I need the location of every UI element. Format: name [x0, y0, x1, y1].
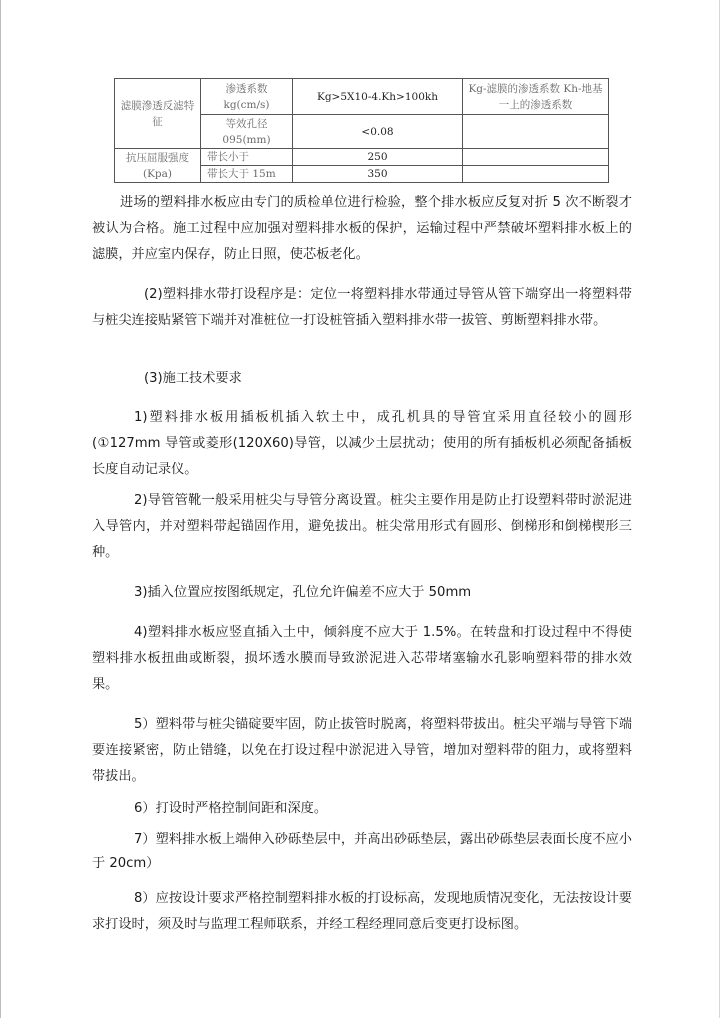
spec-table [114, 78, 609, 183]
table-cell-group-filter: 滤膜滲透反滤特征 [115, 79, 201, 149]
list-item-7: 7）塑料排水板上端伸入砂砾垫层中，并高出砂砾垫层，露出砂砾垫层表面长度不应小于 20cm） [92, 832, 632, 871]
page-edge-left [0, 0, 1, 1018]
list-item-4: 4)塑料排水板应竖直插入土中，倾斜度不应大于 1.5%。在转盘和打设过程中不得使塑料排水板扭曲或断裂，损坏透水膜而导致淤泥进入芯带堵塞输水孔影响塑料带的排水效果。 [92, 625, 632, 692]
list-item-3: 3)插入位置应按图纸规定，孔位允许偏差不应大于 50mm [134, 585, 472, 600]
table-cell-note: Kg-滤膜的渗透系数 Kh-地基一上的渗透系数 [463, 79, 609, 115]
list-item-1: 1)塑料排水板用插板机插入软土中，成孔机具的导管宜采用直径较小的圆形(①127mm 导管或菱形(120X60)导管，以减少土层扰动；使用的所有插板机必须配备插板长度自动记录仪。 [92, 410, 632, 477]
list-item-8: 8）应按设计要求严格控制塑料排水板的打设标高，发现地质情况变化，无法按设计要求打设时，须及时与监理工程师联系，并经工程经理同意后变更打设标图。 [92, 891, 632, 932]
table-cell-param: 渗透系数kg(cm/s) [201, 79, 293, 115]
table-cell-value: Kg>5X10-4.Kh>100kh [293, 79, 463, 115]
list-item-6: 6）打设时严格控制间距和深度。 [134, 801, 328, 816]
table-cell-value: 250 [293, 149, 463, 166]
table-cell-empty [463, 166, 609, 183]
table-cell-empty [463, 115, 609, 149]
table-cell-value: 350 [293, 166, 463, 183]
paragraph-procedure: (2)塑料排水带打设程序是：定位一将塑料排水带通过导管从管下端穿出一将塑料带与桩尖连接贴紧管下端并对准桩位一打设桩管插入塑料排水带一拔管、剪断塑料排水带。 [92, 287, 632, 328]
section-heading-requirements: (3)施工技术要求 [144, 371, 242, 386]
table-cell-param: 等效孔径095(mm) [201, 115, 293, 149]
list-item-5: 5）塑料带与桩尖锚碇要牢固，防止拔管时脱离，将塑料带拔出。桩尖平端与导管下端要连接紧密，防止错缝，以免在打设过程中淤泥进入导管，增加对塑料带的阻力，或将塑料带拔出。 [92, 717, 632, 784]
table-cell-group-strength: 抗压屈服强度(Kpa) [115, 149, 201, 183]
paragraph-inspection: 进场的塑料排水板应由专门的质检单位进行检验，整个排水板应反复对折 5 次不断裂才被认为合格。施工过程中应加强对塑料排水板的保护，运输过程中严禁破坏塑料排水板上的滤膜，并应室内保存，防止日照，使芯板老化。 [92, 195, 632, 262]
table-cell-param: 带长小于 [201, 149, 293, 166]
table-cell-empty [463, 149, 609, 166]
table-cell-param: 带长大于 15m [201, 166, 293, 183]
table-cell-value: <0.08 [293, 115, 463, 149]
list-item-2: 2)导管管靴一般采用桩尖与导管分离设置。桩尖主要作用是防止打设塑料带时淤泥进入导管内，并对塑料带起锚固作用，避免拔出。桩尖常用形式有圆形、倒梯形和倒梯楔形三种。 [92, 493, 632, 560]
